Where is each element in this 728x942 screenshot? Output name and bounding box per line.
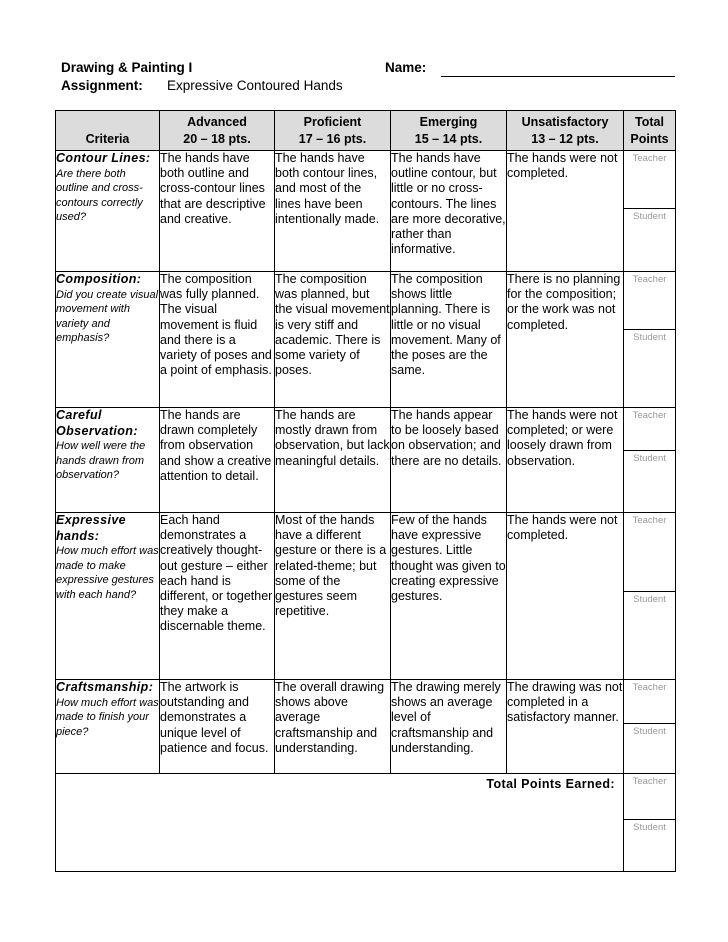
column-header-emerging: Emerging 15 – 14 pts. (391, 111, 507, 151)
teacher-label: Teacher (632, 776, 667, 787)
teacher-points-field[interactable] (624, 513, 675, 591)
teacher-points-field[interactable] (624, 680, 675, 723)
table-row (56, 680, 676, 774)
emerging-cell: The composition shows little planning. There is little or no visual movement. Many of the poses are the same. (391, 272, 507, 408)
rubric-table (55, 110, 676, 872)
assignment-title: Expressive Contoured Hands (167, 78, 343, 93)
student-points-field[interactable] (624, 450, 675, 471)
column-header-criteria: Criteria (56, 111, 160, 151)
criteria-question: How much effort was made to make expressive gestures with each hand? (56, 545, 159, 601)
teacher-points-field[interactable] (624, 408, 675, 450)
criteria-name: Craftsmanship: (56, 680, 154, 694)
teacher-label: Teacher (632, 682, 667, 693)
criteria-cell (56, 513, 160, 680)
teacher-label: Teacher (632, 274, 667, 285)
student-points-field[interactable] (624, 591, 675, 612)
total-points-cell (624, 774, 676, 872)
points-cell (624, 408, 676, 513)
student-points-field[interactable] (624, 329, 675, 350)
criteria-cell (56, 408, 160, 513)
column-header-advanced: Advanced 20 – 18 pts. (160, 111, 275, 151)
course-title: Drawing & Painting I (61, 60, 193, 75)
teacher-points-field[interactable] (624, 272, 675, 329)
criteria-name: Composition: (56, 272, 142, 286)
advanced-cell: The hands have both outline and cross-contour lines that are descriptive and creative. (160, 151, 275, 272)
unsatisfactory-cell: The hands were not completed. (507, 513, 624, 680)
column-header-total-points: Total Points (624, 111, 676, 151)
criteria-name: Careful Observation: (56, 408, 138, 438)
column-header-unsatisfactory: Unsatisfactory 13 – 12 pts. (507, 111, 624, 151)
assignment-label: Assignment: (61, 78, 143, 93)
emerging-cell: The hands appear to be loosely based on observation; and there are no details. (391, 408, 507, 513)
table-row (56, 513, 676, 680)
proficient-cell: The hands are mostly drawn from observation, but lack meaningful details. (275, 408, 391, 513)
points-cell (624, 680, 676, 774)
table-row (56, 151, 676, 272)
advanced-cell: The artwork is outstanding and demonstrates a unique level of patience and focus. (160, 680, 275, 774)
name-label: Name: (385, 60, 427, 75)
teacher-points-field[interactable] (624, 151, 675, 208)
advanced-cell: The composition was fully planned. The visual movement is fluid and there is a variety of poses and a point of emphasis. (160, 272, 275, 408)
student-label: Student (633, 211, 666, 222)
student-points-field[interactable] (624, 723, 675, 744)
teacher-label: Teacher (632, 410, 667, 421)
points-cell (624, 151, 676, 272)
unsatisfactory-cell: The drawing was not completed in a satisfactory manner. (507, 680, 624, 774)
name-field[interactable] (441, 76, 675, 77)
total-label-cell (56, 774, 624, 872)
student-label: Student (633, 453, 666, 464)
criteria-cell (56, 680, 160, 774)
emerging-cell: Few of the hands have expressive gestures. Little thought was given to creating expressive gestures. (391, 513, 507, 680)
criteria-question: How much effort was made to finish your piece? (56, 696, 159, 738)
student-label: Student (633, 822, 666, 833)
advanced-cell: The hands are drawn completely from observation and show a creative attention to detail. (160, 408, 275, 513)
student-points-field[interactable] (624, 208, 675, 229)
unsatisfactory-cell: The hands were not completed. (507, 151, 624, 272)
total-teacher-points-field[interactable] (624, 774, 675, 819)
emerging-cell: The drawing merely shows an average level of craftsmanship and understanding. (391, 680, 507, 774)
criteria-name: Expressive hands: (56, 513, 127, 543)
student-label: Student (633, 726, 666, 737)
criteria-cell (56, 151, 160, 272)
table-row (56, 408, 676, 513)
total-student-points-field[interactable] (624, 819, 675, 871)
emerging-cell: The hands have outline contour, but little or no cross-contours. The lines are more decorative, rather than informative. (391, 151, 507, 272)
criteria-cell (56, 272, 160, 408)
teacher-label: Teacher (632, 515, 667, 526)
proficient-cell: The overall drawing shows above average craftsmanship and understanding. (275, 680, 391, 774)
criteria-question: Are there both outline and cross-contours correctly used? (56, 167, 143, 223)
unsatisfactory-cell: There is no planning for the composition; or the work was not completed. (507, 272, 624, 408)
points-cell (624, 272, 676, 408)
teacher-label: Teacher (632, 153, 667, 164)
unsatisfactory-cell: The hands were not completed; or were loosely drawn from observation. (507, 408, 624, 513)
advanced-cell: Each hand demonstrates a creatively thought-out gesture – either each hand is different, or together they make a discernable theme. (160, 513, 275, 680)
table-row (56, 272, 676, 408)
proficient-cell: The composition was planned, but the visual movement is very stiff and academic. There is some variety of poses. (275, 272, 391, 408)
student-label: Student (633, 332, 666, 343)
proficient-cell: Most of the hands have a different gesture or there is a related-theme; but some of the gestures seem repetitive. (275, 513, 391, 680)
proficient-cell: The hands have both contour lines, and most of the lines have been intentionally made. (275, 151, 391, 272)
criteria-name: Contour Lines: (56, 151, 151, 165)
total-row (56, 774, 676, 872)
criteria-question: How well were the hands drawn from observation? (56, 440, 146, 481)
student-label: Student (633, 594, 666, 605)
total-points-label: Total Points Earned: (486, 777, 615, 791)
criteria-question: Did you create visual movement with variety and emphasis? (56, 288, 159, 344)
points-cell (624, 513, 676, 680)
column-header-proficient: Proficient 17 – 16 pts. (275, 111, 391, 151)
